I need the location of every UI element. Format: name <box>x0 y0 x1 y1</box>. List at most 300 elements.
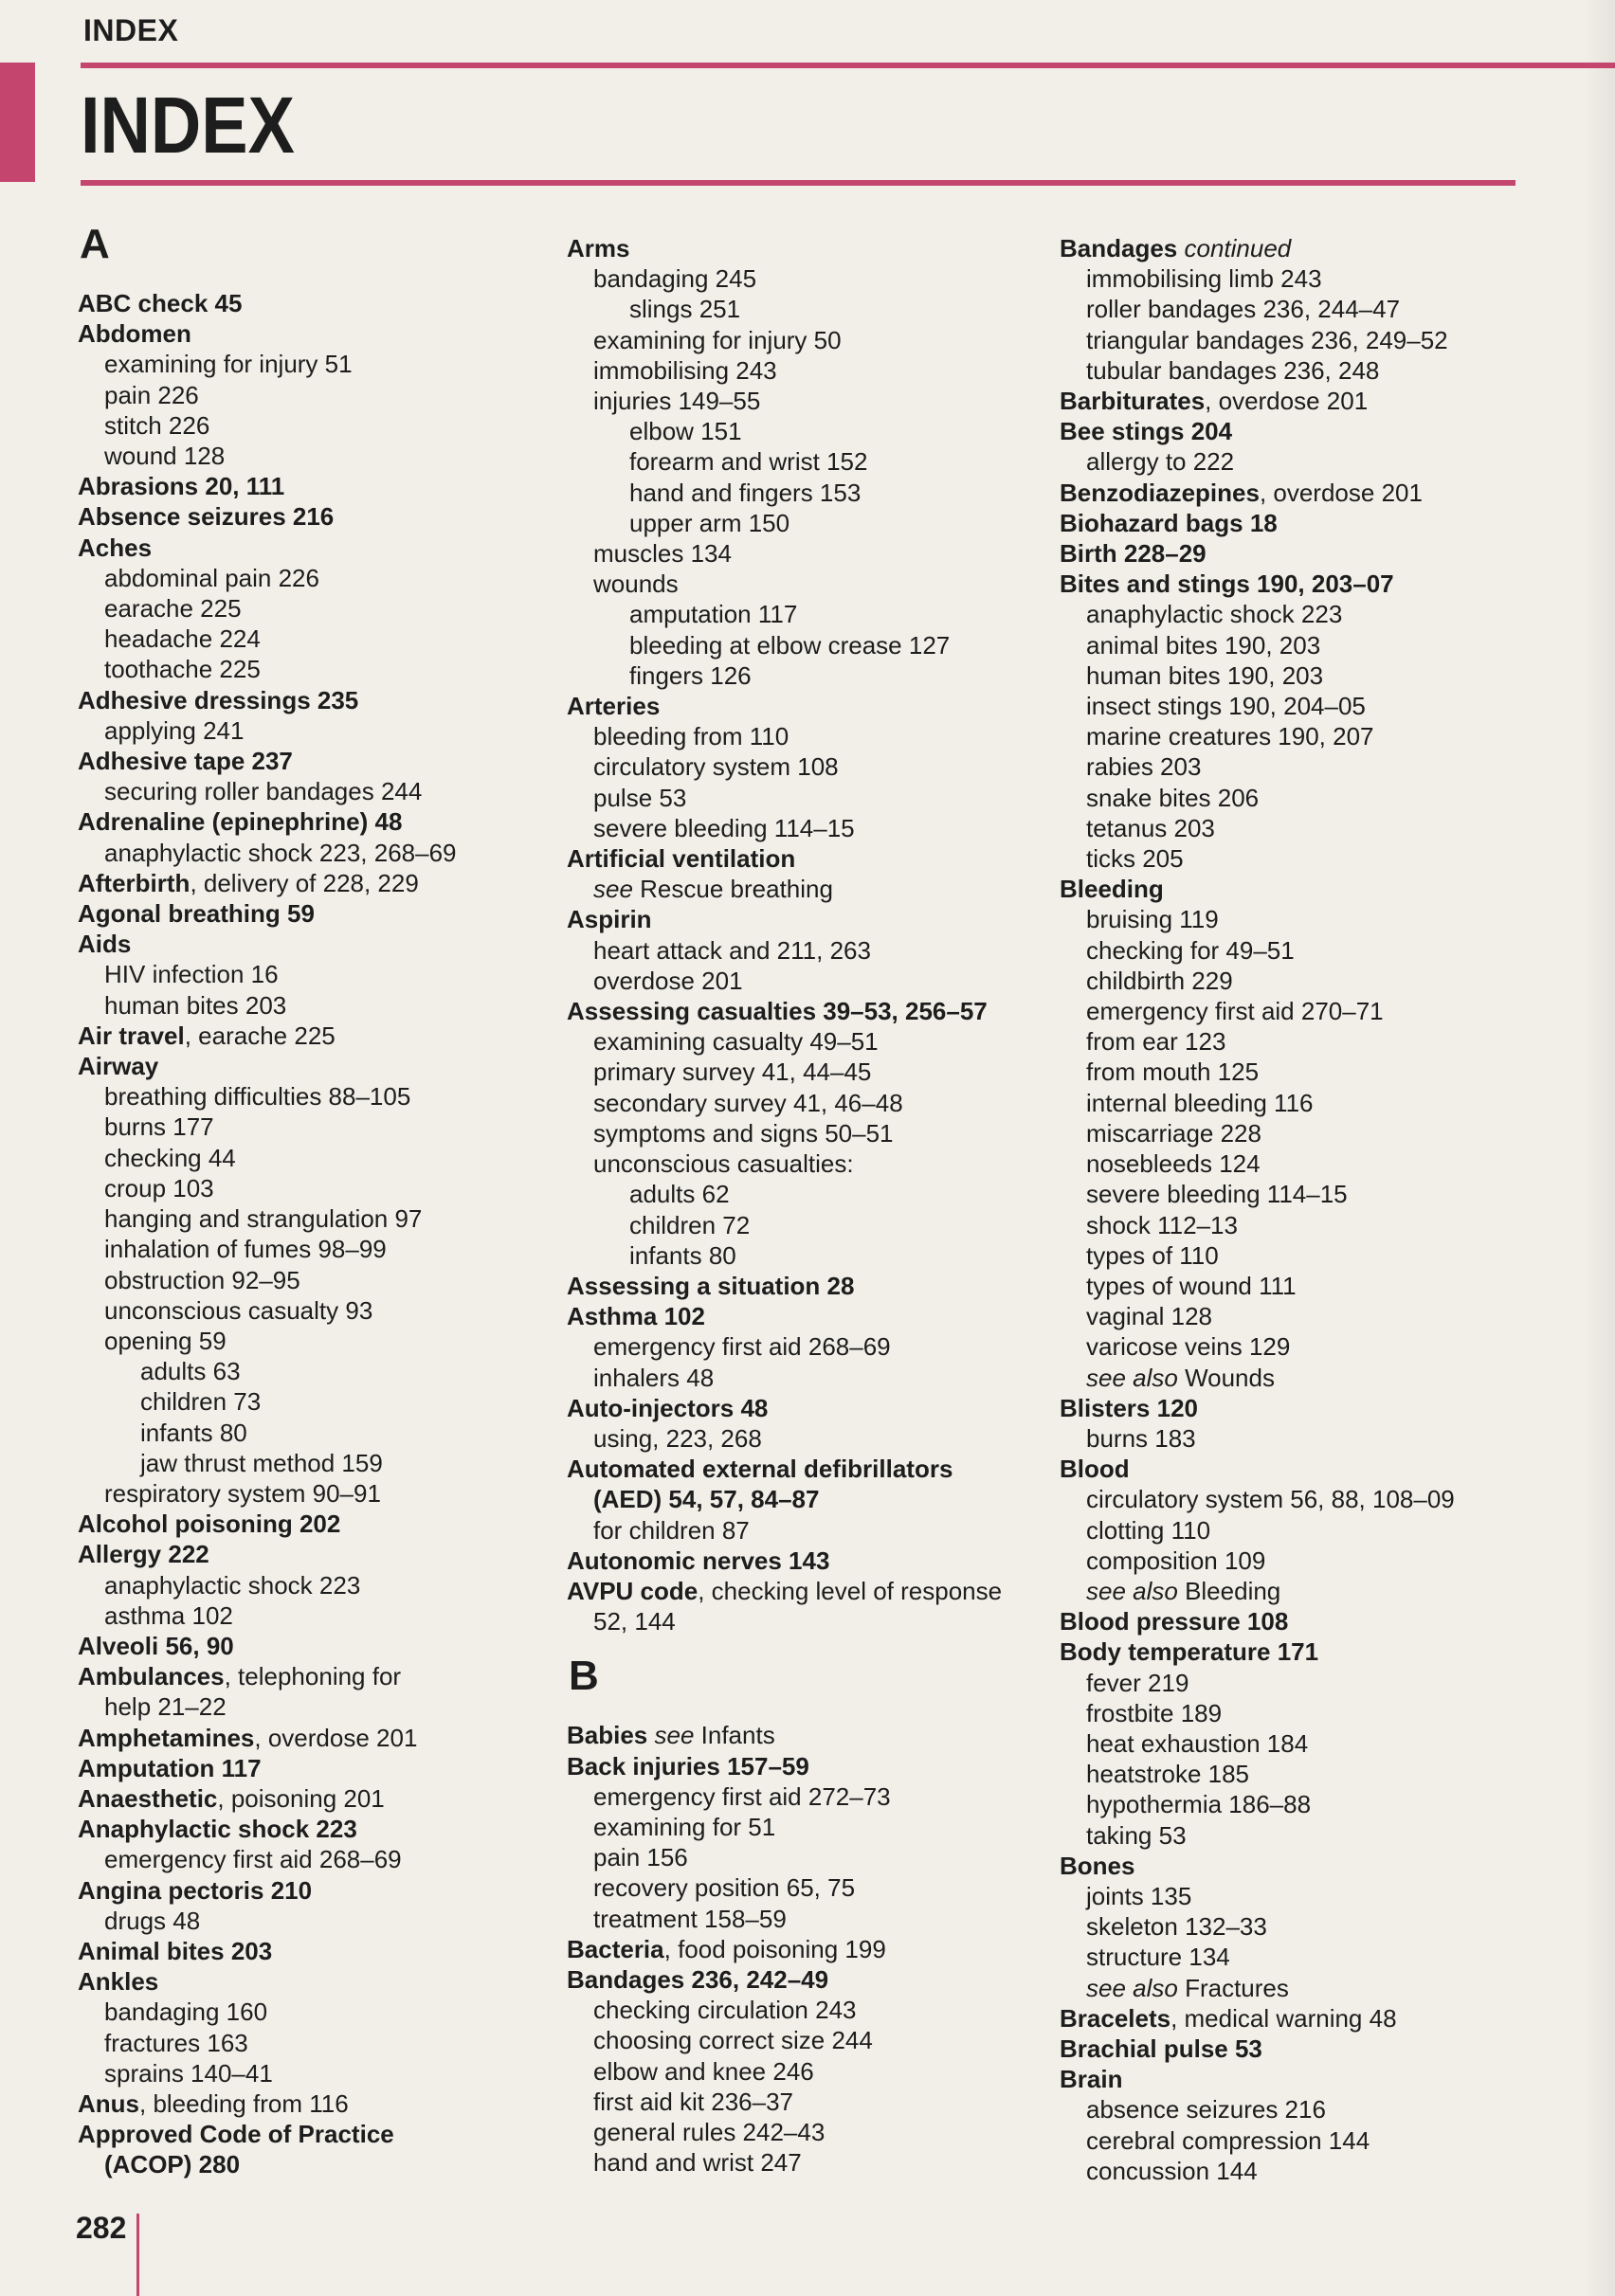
index-subentry <box>78 1081 457 1112</box>
index-subentry <box>567 1515 1002 1546</box>
subentry-text: HIV infection 16 <box>104 960 279 989</box>
entry-heading: Assessing casualties 39–53, 256–57 <box>567 997 988 1026</box>
index-subentry <box>567 1026 1002 1057</box>
index-subentry <box>567 263 1002 294</box>
subentry-text: checking 44 <box>104 1143 236 1172</box>
index-subentry <box>567 386 1002 416</box>
index-entry <box>78 1783 457 1814</box>
index-subentry <box>78 1691 457 1722</box>
index-subentry <box>1060 935 1455 966</box>
entry-heading: Alveoli 56, 90 <box>78 1631 234 1660</box>
subentry-text: sprains 140–41 <box>104 2058 273 2088</box>
entry-detail: , medical warning 48 <box>1170 2003 1397 2033</box>
index-entry <box>567 691 1002 721</box>
index-subentry <box>78 1326 457 1356</box>
entry-heading: Airway <box>78 1052 159 1081</box>
index-column-2 <box>567 233 1002 2178</box>
subentry-text: toothache 225 <box>104 655 261 684</box>
index-subentry <box>78 1906 457 1936</box>
subentry-text: upper arm 150 <box>629 508 790 537</box>
subentry-text: heatstroke 185 <box>1086 1760 1250 1789</box>
subentry-text: types of 110 <box>1086 1240 1219 1270</box>
subentry-text: composition 109 <box>1086 1546 1266 1575</box>
entry-heading: Assessing a situation 28 <box>567 1271 855 1300</box>
entry-heading: (ACOP) 280 <box>104 2150 241 2179</box>
subentry-text: emergency first aid 272–73 <box>593 1781 891 1811</box>
entry-heading: Biohazard bags 18 <box>1060 508 1278 537</box>
index-subentry <box>1060 1942 1455 1972</box>
index-subentry <box>567 1995 1002 2025</box>
subentry-text: absence seizures 216 <box>1086 2095 1326 2124</box>
index-subentry <box>567 1088 1002 1118</box>
index-subsubentry <box>567 446 1002 477</box>
subentry-text: heat exhaustion 184 <box>1086 1728 1309 1758</box>
index-entry <box>1060 386 1455 416</box>
index-subentry <box>1060 1088 1455 1118</box>
index-subentry <box>1060 2094 1455 2124</box>
subentry-text: examining for injury 50 <box>593 325 842 354</box>
entry-heading: Bee stings 204 <box>1060 417 1233 446</box>
entry-detail: , overdose 201 <box>1259 478 1423 507</box>
entry-detail: Infants <box>694 1721 775 1750</box>
subentry-text: abdominal pain 226 <box>104 563 319 592</box>
subentry-text: human bites 203 <box>104 990 287 1020</box>
entry-detail: , bleeding from 116 <box>139 2088 349 2118</box>
index-subentry <box>1060 1820 1455 1851</box>
subentry-text: using, 223, 268 <box>593 1423 762 1453</box>
subentry-text: immobilising 243 <box>593 355 777 385</box>
index-entry <box>78 1509 457 1539</box>
entry-heading: Anus <box>78 2088 139 2118</box>
subentry-text: burns 177 <box>104 1112 214 1142</box>
index-subsubentry <box>78 1448 457 1478</box>
index-entry <box>1060 2003 1455 2034</box>
index-subentry <box>78 1997 457 2027</box>
index-subentry <box>1060 660 1455 691</box>
subentry-text: anaphylactic shock 223 <box>104 1570 361 1600</box>
subentry-text: examining for injury 51 <box>104 350 353 379</box>
subentry-text: cerebral compression 144 <box>1086 2125 1370 2155</box>
subentry-text: Rescue breathing <box>632 875 833 904</box>
subentry-text: for children 87 <box>593 1515 750 1545</box>
entry-heading: Amputation 117 <box>78 1753 262 1782</box>
index-entry <box>567 1751 1002 1781</box>
index-entry <box>1060 2064 1455 2094</box>
index-subentry <box>1060 1240 1455 1271</box>
subentry-text: first aid kit 236–37 <box>593 2087 794 2116</box>
index-subentry <box>78 1203 457 1234</box>
index-subentry <box>1060 1271 1455 1301</box>
index-entry <box>78 1661 457 1691</box>
index-entry <box>1060 1636 1455 1667</box>
index-entry <box>78 2088 457 2119</box>
subentry-text: types of wound 111 <box>1086 1271 1297 1300</box>
index-subentry <box>1060 1789 1455 1819</box>
entry-heading: Adhesive dressings 235 <box>78 685 359 714</box>
subentry-text: emergency first aid 268–69 <box>104 1845 402 1874</box>
index-subentry <box>78 1234 457 1264</box>
index-subentry <box>1060 996 1455 1026</box>
entry-heading: Amphetamines <box>78 1723 255 1752</box>
index-entry <box>78 685 457 715</box>
subentry-text: wounds <box>593 569 679 599</box>
index-subentry <box>78 593 457 624</box>
index-subentry <box>78 776 457 806</box>
index-subentry <box>1060 783 1455 813</box>
entry-heading: Back injuries 157–59 <box>567 1751 809 1781</box>
subentry-text: bleeding from 110 <box>593 722 789 751</box>
index-entry <box>1060 1393 1455 1423</box>
subentry-text: pain 156 <box>593 1843 688 1872</box>
subentry-text: concussion 144 <box>1086 2156 1258 2185</box>
index-subentry <box>78 410 457 441</box>
subentry-text: general rules 242–43 <box>593 2117 826 2146</box>
subentry-text: muscles 134 <box>593 539 732 569</box>
subentry-text: tubular bandages 236, 248 <box>1086 355 1380 385</box>
subentry-text: joints 135 <box>1086 1881 1192 1910</box>
index-entry <box>78 1966 457 1997</box>
subentry-text: examining for 51 <box>593 1812 776 1841</box>
subentry-text: clotting 110 <box>1086 1515 1211 1545</box>
index-entry <box>1060 2034 1455 2064</box>
entry-detail: , poisoning 201 <box>217 1783 385 1813</box>
index-subentry <box>1060 721 1455 751</box>
entry-cross-reference: see <box>647 1721 695 1750</box>
entry-heading: Air travel <box>78 1021 185 1050</box>
subentry-text: elbow and knee 246 <box>593 2056 814 2086</box>
subentry-text: childbirth 229 <box>1086 966 1233 995</box>
cross-reference-label: see also <box>1086 1363 1178 1392</box>
index-entry <box>78 471 457 501</box>
index-subentry <box>567 2056 1002 2087</box>
index-entry <box>1060 569 1455 599</box>
index-subentry <box>1060 904 1455 934</box>
subentry-text: burns 183 <box>1086 1423 1196 1453</box>
index-subentry <box>1060 1881 1455 1911</box>
index-entry <box>78 1753 457 1783</box>
subentry-text: amputation 117 <box>629 600 798 629</box>
index-subentry <box>567 2117 1002 2147</box>
subentry-text: elbow 151 <box>629 417 742 446</box>
header-rule-bottom <box>81 180 1515 186</box>
entry-heading: Ambulances <box>78 1662 225 1691</box>
index-entry <box>78 1051 457 1081</box>
index-entry <box>1060 1606 1455 1636</box>
index-subentry <box>1060 1118 1455 1148</box>
subentry-text: inhalation of fumes 98–99 <box>104 1235 387 1264</box>
subentry-text: examining casualty 49–51 <box>593 1027 879 1057</box>
subentry-text: anaphylactic shock 223 <box>1086 600 1343 629</box>
entry-heading: Bacteria <box>567 1934 664 1963</box>
subentry-text: from ear 123 <box>1086 1027 1226 1057</box>
index-subentry <box>567 1872 1002 1903</box>
entry-heading: Aches <box>78 533 153 562</box>
index-subentry <box>1060 1363 1455 1393</box>
cross-reference-label: see also <box>1086 1973 1178 2002</box>
subentry-text: emergency first aid 268–69 <box>593 1332 891 1362</box>
subentry-text: respiratory system 90–91 <box>104 1478 381 1508</box>
subentry-text: severe bleeding 114–15 <box>593 813 855 842</box>
subentry-text: checking circulation 243 <box>593 1996 857 2025</box>
index-entry <box>567 1271 1002 1301</box>
index-subsubentry <box>78 1386 457 1417</box>
index-subentry <box>78 715 457 746</box>
index-subsubentry <box>567 599 1002 629</box>
index-subentry <box>1060 294 1455 324</box>
index-subentry <box>1060 843 1455 874</box>
index-subentry <box>78 349 457 379</box>
entry-heading: Aspirin <box>567 905 652 934</box>
entry-heading: Anaesthetic <box>78 1783 218 1813</box>
subentry-text: internal bleeding 116 <box>1086 1088 1314 1117</box>
index-subentry <box>78 990 457 1021</box>
subentry-text: hypothermia 186–88 <box>1086 1790 1312 1819</box>
subentry-text: recovery position 65, 75 <box>593 1873 856 1903</box>
index-subsubentry <box>567 1210 1002 1240</box>
index-subsubentry <box>567 294 1002 324</box>
index-subentry <box>567 935 1002 966</box>
index-entry <box>78 1021 457 1051</box>
index-entry <box>1060 478 1455 508</box>
subentry-text: hand and fingers 153 <box>629 478 862 507</box>
index-subentry <box>1060 325 1455 355</box>
index-subentry <box>1060 1911 1455 1942</box>
index-entry <box>78 1631 457 1661</box>
subentry-text: wound 128 <box>104 442 226 471</box>
index-subentry <box>567 1423 1002 1454</box>
index-subentry <box>1060 1973 1455 2003</box>
subentry-text: opening 59 <box>104 1326 227 1355</box>
index-entry <box>78 929 457 959</box>
subentry-text: headache 224 <box>104 624 261 654</box>
index-entry <box>567 1576 1002 1606</box>
entry-heading: Alcohol poisoning 202 <box>78 1510 341 1539</box>
index-subentry <box>78 1844 457 1874</box>
index-entry <box>78 898 457 929</box>
index-entry <box>1060 1851 1455 1881</box>
entry-detail: , overdose 201 <box>254 1723 418 1752</box>
index-entry <box>567 1484 1002 1514</box>
subentry-text: fingers 126 <box>629 660 752 690</box>
section-letter: A <box>80 221 110 267</box>
entry-heading: Bracelets <box>1060 2003 1171 2033</box>
subentry-text: circulatory system 56, 88, 108–09 <box>1086 1485 1455 1514</box>
index-subsubentry <box>567 630 1002 660</box>
entry-heading: Brachial pulse 53 <box>1060 2034 1262 2063</box>
index-subentry <box>567 874 1002 904</box>
index-subsubentry <box>567 1240 1002 1271</box>
subentry-text: hand and wrist 247 <box>593 2148 802 2178</box>
index-subentry <box>1060 813 1455 843</box>
index-subentry <box>1060 1728 1455 1759</box>
entry-heading: Adhesive tape 237 <box>78 747 293 776</box>
index-entry <box>1060 508 1455 538</box>
index-subentry <box>78 1478 457 1509</box>
entry-heading: Abdomen <box>78 319 191 349</box>
entry-cross-reference: continued <box>1177 234 1292 262</box>
entry-heading: (AED) 54, 57, 84–87 <box>593 1485 820 1514</box>
index-subsubentry <box>567 1179 1002 1209</box>
index-subentry <box>567 721 1002 751</box>
subentry-text: choosing correct size 244 <box>593 2026 873 2055</box>
entry-heading: Blisters 120 <box>1060 1393 1198 1422</box>
index-subentry <box>1060 2125 1455 2156</box>
index-subentry <box>78 1112 457 1142</box>
index-subentry <box>78 2058 457 2088</box>
index-subentry <box>567 1606 1002 1636</box>
entry-detail: , food poisoning 199 <box>663 1934 886 1963</box>
index-subentry <box>1060 1546 1455 1576</box>
subentry-text: unconscious casualty 93 <box>104 1295 373 1325</box>
index-subentry <box>567 569 1002 599</box>
index-entry <box>567 1546 1002 1576</box>
index-column-3 <box>1060 233 1455 2186</box>
subentry-text: croup 103 <box>104 1173 214 1202</box>
entry-heading: Autonomic nerves 143 <box>567 1546 830 1575</box>
entry-heading: Benzodiazepines <box>1060 478 1260 507</box>
subentry-text: adults 62 <box>629 1180 730 1209</box>
subentry-text: pulse 53 <box>593 783 687 812</box>
subentry-text: vaginal 128 <box>1086 1302 1212 1331</box>
subentry-text: allergy to 222 <box>1086 447 1235 477</box>
index-entry <box>567 1964 1002 1995</box>
index-subentry <box>1060 1057 1455 1087</box>
subentry-text: bruising 119 <box>1086 905 1219 934</box>
subentry-text: varicose veins 129 <box>1086 1332 1291 1362</box>
index-subentry <box>567 2025 1002 2055</box>
cross-reference-label: see <box>593 875 633 904</box>
index-subsubentry <box>567 660 1002 691</box>
index-subentry <box>1060 2156 1455 2186</box>
subentry-text: emergency first aid 270–71 <box>1086 997 1384 1026</box>
entry-heading: Bandages <box>1060 234 1178 262</box>
index-subentry <box>78 380 457 410</box>
subentry-text: Fractures <box>1177 1973 1289 2002</box>
entry-heading: Arteries <box>567 692 661 721</box>
subentry-text: anaphylactic shock 223, 268–69 <box>104 838 457 867</box>
index-subentry <box>1060 355 1455 386</box>
subentry-text: children 73 <box>140 1387 262 1417</box>
subentry-text: marine creatures 190, 207 <box>1086 722 1374 751</box>
subentry-text: unconscious casualties: <box>593 1149 854 1179</box>
index-subentry <box>567 538 1002 569</box>
index-subentry <box>1060 966 1455 996</box>
index-subentry <box>1060 691 1455 721</box>
subentry-text: forearm and wrist 152 <box>629 447 868 477</box>
index-entry <box>567 233 1002 263</box>
entry-heading: Artificial ventilation <box>567 844 796 874</box>
entry-heading: AVPU code <box>567 1576 699 1605</box>
index-subentry <box>567 1331 1002 1362</box>
entry-detail: , earache 225 <box>184 1021 336 1050</box>
entry-heading: Approved Code of Practice <box>78 2120 394 2149</box>
index-entry <box>78 1875 457 1906</box>
subentry-text: inhalers 48 <box>593 1363 715 1392</box>
index-subentry <box>1060 1484 1455 1514</box>
index-subentry <box>78 838 457 868</box>
page-title: INDEX <box>81 81 295 170</box>
entry-heading: Adrenaline (epinephrine) 48 <box>78 807 403 837</box>
entry-heading: Abrasions 20, 111 <box>78 472 285 501</box>
subentry-text: injuries 149–55 <box>593 387 761 416</box>
index-entry <box>78 318 457 349</box>
index-entry <box>567 843 1002 874</box>
subentry-text: skeleton 132–33 <box>1086 1912 1267 1942</box>
subentry-text: bandaging 160 <box>104 1998 268 2027</box>
subentry-text: stitch 226 <box>104 410 210 440</box>
index-entry <box>1060 538 1455 569</box>
index-entry <box>567 1720 1002 1750</box>
index-subentry <box>78 1265 457 1295</box>
subentry-text: drugs 48 <box>104 1906 201 1935</box>
subentry-text: bleeding at elbow crease 127 <box>629 630 951 660</box>
entry-heading: Agonal breathing 59 <box>78 899 315 929</box>
index-subsubentry <box>567 508 1002 538</box>
entry-heading: Body temperature 171 <box>1060 1637 1319 1667</box>
entry-heading: Barbiturates <box>1060 387 1206 416</box>
entry-heading: Afterbirth <box>78 868 191 897</box>
index-subentry <box>1060 751 1455 782</box>
subentry-text: rabies 203 <box>1086 752 1202 782</box>
subentry-text: infants 80 <box>629 1240 736 1270</box>
index-subentry <box>567 1842 1002 1872</box>
index-entry <box>78 868 457 898</box>
index-subsubentry <box>78 1418 457 1448</box>
index-entry <box>78 1723 457 1753</box>
subentry-text: children 72 <box>629 1210 751 1239</box>
index-entry <box>1060 1454 1455 1484</box>
index-entry <box>1060 874 1455 904</box>
index-subentry <box>1060 1331 1455 1362</box>
subentry-text: from mouth 125 <box>1086 1058 1260 1087</box>
index-subentry <box>567 1363 1002 1393</box>
entry-heading: Asthma 102 <box>567 1302 705 1331</box>
index-subentry <box>567 2087 1002 2117</box>
index-subentry <box>567 325 1002 355</box>
index-subentry <box>1060 1668 1455 1698</box>
index-entry <box>567 996 1002 1026</box>
entry-heading: Birth 228–29 <box>1060 539 1207 569</box>
header-rule-top <box>81 63 1615 68</box>
index-subentry <box>78 441 457 471</box>
entry-heading: Auto-injectors 48 <box>567 1393 769 1422</box>
index-subentry <box>78 1570 457 1600</box>
subentry-text: ticks 205 <box>1086 844 1184 874</box>
subentry-text: severe bleeding 114–15 <box>1086 1180 1348 1209</box>
index-entry <box>567 1454 1002 1484</box>
index-subentry <box>1060 1026 1455 1057</box>
index-entry <box>1060 416 1455 446</box>
subentry-text: securing roller bandages 244 <box>104 777 423 806</box>
index-entry <box>78 1814 457 1844</box>
index-entry <box>78 501 457 532</box>
subentry-text: applying 241 <box>104 715 245 745</box>
index-subsubentry <box>78 1356 457 1386</box>
subentry-text: Bleeding <box>1177 1576 1281 1605</box>
subentry-text: secondary survey 41, 46–48 <box>593 1088 903 1117</box>
index-subentry <box>567 783 1002 813</box>
entry-heading: Automated external defibrillators <box>567 1455 953 1484</box>
index-subentry <box>78 1173 457 1203</box>
entry-detail: , checking level of response <box>698 1576 1003 1605</box>
index-entry <box>78 533 457 563</box>
index-entry <box>78 746 457 776</box>
entry-heading: Angina pectoris 210 <box>78 1875 313 1905</box>
subentry-text: fractures 163 <box>104 2028 248 2057</box>
index-subentry <box>1060 1210 1455 1240</box>
index-subentry <box>78 624 457 654</box>
subentry-text: snake bites 206 <box>1086 783 1260 812</box>
